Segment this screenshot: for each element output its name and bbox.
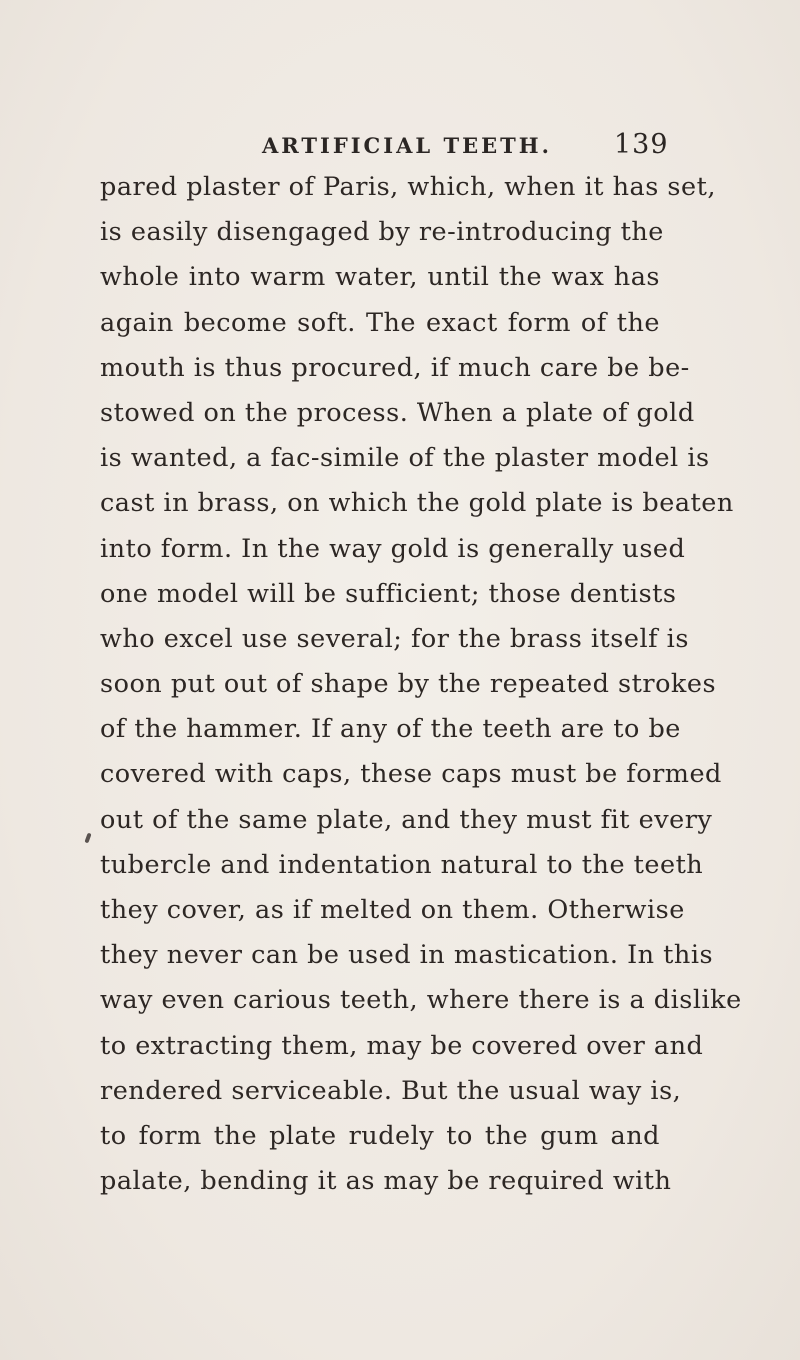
text-line: stowed on the process. When a plate of gold [100, 397, 695, 428]
text-line: they never can be used in mastication. In this [100, 940, 714, 971]
text-line: of the hammer. If any of the teeth are to be [100, 714, 681, 745]
body-text [100, 165, 742, 1204]
text-line: to form the plate rudely to the gum and [100, 1120, 660, 1151]
text-line: is easily disengaged by re-introducing the [100, 217, 664, 248]
text-line: rendered serviceable. But the usual way is, [100, 1075, 682, 1106]
text-line: is wanted, a fac-simile of the plaster model is [100, 443, 710, 474]
text-line: out of the same plate, and they must fit every [100, 804, 713, 835]
text-line: soon put out of shape by the repeated strokes [100, 669, 717, 700]
text-line: palate, bending it as may be required with [100, 1166, 672, 1197]
text-line: whole into warm water, until the wax has [100, 262, 660, 293]
text-line: who excel use several; for the brass itself is [100, 623, 689, 654]
text-line: they cover, as if melted on them. Otherwise [100, 895, 685, 925]
text-line: way even carious teeth, where there is a dislike [100, 985, 742, 1016]
text-line: again become soft. The exact form of the [100, 307, 660, 338]
margin-mark [84, 833, 91, 844]
text-line: one model will be sufficient; those dentists [100, 578, 677, 609]
text-line: mouth is thus procured, if much care be be- [100, 352, 690, 383]
page-number: 139 [614, 129, 669, 160]
text-line: cast in brass, on which the gold plate is beaten [100, 488, 734, 519]
text-line: tubercle and indentation natural to the teeth [100, 849, 704, 880]
text-line: covered with caps, these caps must be formed [100, 759, 722, 790]
text-line: pared plaster of Paris, which, when it has set, [100, 172, 716, 202]
running-title: ARTIFICIAL TEETH. [262, 133, 552, 158]
text-line: to extracting them, may be covered over and [100, 1030, 704, 1061]
text-line: into form. In the way gold is generally used [100, 533, 686, 564]
